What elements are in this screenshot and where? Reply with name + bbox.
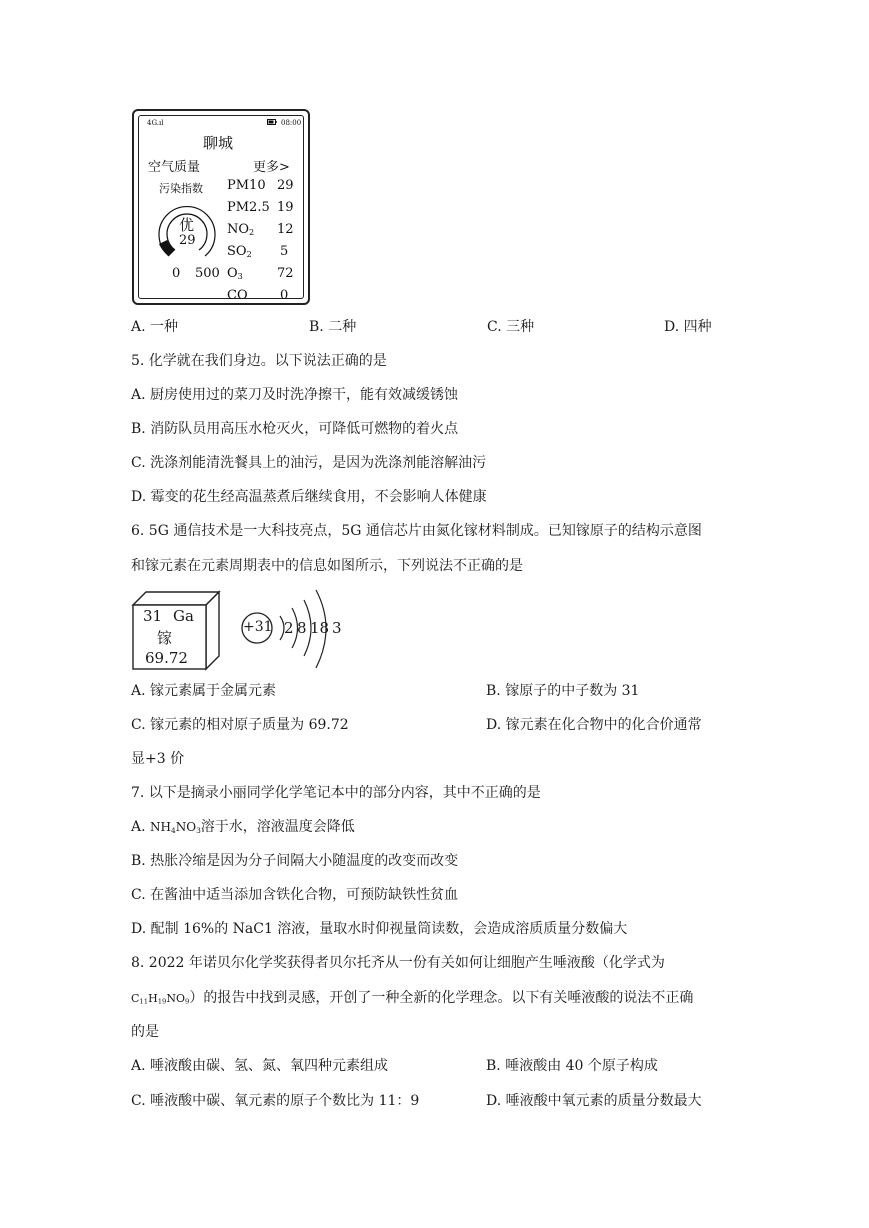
q6-stem-line2: 和镓元素在元素周期表中的信息如图所示，下列说法不正确的是 [131, 558, 523, 574]
city-name: 聊城 [203, 134, 234, 152]
atom-shell-electrons: 3 [332, 619, 342, 637]
q7-stem: 7. 以下是摘录小丽同学化学笔记本中的部分内容，其中不正确的是 [131, 785, 541, 801]
q5-option-a: A. 厨房使用过的菜刀及时洗净擦干，能有效减缓锈蚀 [131, 387, 459, 403]
gauge-max: 500 [195, 266, 220, 281]
q4-option-d: D. 四种 [664, 319, 712, 335]
gauge-value: 29 [179, 233, 196, 248]
q8-stem-line3: 的是 [131, 1024, 159, 1040]
element-symbol: Ga [173, 607, 194, 625]
battery-icon [267, 119, 277, 127]
element-name: 镓 [157, 629, 173, 647]
atom-nucleus-charge: +31 [243, 619, 273, 635]
sialic-acid-formula: $C_{11}H_{19}NO_9$ [131, 992, 190, 1006]
q4-option-c: C. 三种 [487, 319, 535, 335]
pollutant-name: PM2.5 [227, 200, 270, 215]
pollutant-name: CO [227, 288, 248, 303]
atom-shell-electrons: 2 [284, 619, 294, 637]
q4-option-a: A. 一种 [131, 319, 179, 335]
q7-option-b: B. 热胀冷缩是因为分子间隔大小随温度的改变而改变 [131, 853, 459, 869]
air-quality-phone-figure [132, 109, 310, 305]
atom-shell-electrons: 18 [310, 619, 330, 637]
pollutant-value: 0 [280, 288, 289, 303]
q8-stem-line1: 8. 2022 年诺贝尔化学奖获得者贝尔托齐从一份有关如何让细胞产生唾液酸（化学式为 [131, 955, 665, 971]
status-time: 08:00 [281, 119, 302, 127]
pollutant-name: $SO_2$ [227, 244, 252, 259]
more-link: 更多> [253, 160, 290, 175]
q5-option-d: D. 霉变的花生经高温蒸煮后继续食用，不会影响人体健康 [131, 489, 487, 505]
q6-stem-line1: 6. 5G 通信技术是一大科技亮点，5G 通信芯片由氮化镓材料制成。已知镓原子的结构示意图 [131, 523, 702, 539]
air-quality-label: 空气质量 [148, 160, 201, 175]
phone-screen [138, 115, 304, 303]
q7-option-a: A. $NH_4NO_3$溶于水，溶液温度会降低 [131, 819, 355, 835]
pollutant-name: $O_3$ [227, 266, 243, 281]
pollutant-value: 12 [277, 222, 294, 237]
q8-option-d: D. 唾液酸中氧元素的质量分数最大 [486, 1093, 702, 1109]
q6-option-b: B. 镓原子的中子数为 31 [486, 683, 640, 699]
pollutant-value: 5 [280, 244, 289, 259]
signal-indicator: 4G.ıl [147, 119, 164, 127]
pollutant-value: 19 [277, 200, 294, 215]
atom-shell-electrons: 8 [297, 619, 307, 637]
element-atomic-number: 31 [143, 607, 163, 625]
q6-option-d: D. 镓元素在化合物中的化合价通常 [486, 717, 702, 733]
q6-option-d-continued: 显+3 价 [131, 751, 185, 767]
q6-option-c: C. 镓元素的相对原子质量为 69.72 [131, 717, 349, 733]
q5-option-c: C. 洗涤剂能清洗餐具上的油污，是因为洗涤剂能溶解油污 [131, 455, 487, 471]
pollutant-name: $NO_2$ [227, 222, 255, 237]
q4-option-b: B. 二种 [309, 319, 357, 335]
gauge-min: 0 [172, 266, 181, 281]
pollutant-value: 72 [277, 266, 294, 281]
pollutant-value: 29 [277, 178, 294, 193]
q5-stem: 5. 化学就在我们身边。以下说法正确的是 [131, 353, 387, 369]
q8-option-a: A. 唾液酸由碳、氢、氮、氧四种元素组成 [131, 1058, 389, 1074]
q8-stem-line2: $C_{11}H_{19}NO_9$）的报告中找到灵感，开创了一种全新的化学理念。以下有关唾液酸的说法不正确 [131, 990, 694, 1006]
element-mass: 69.72 [145, 649, 188, 667]
pollution-index-label: 污染指数 [159, 182, 203, 195]
gauge-level: 优 [179, 216, 195, 234]
q7-option-d: D. 配制 16%的 NaC1 溶液，量取水时仰视量筒读数，会造成溶质质量分数偏大 [131, 921, 628, 937]
q7-option-c: C. 在酱油中适当添加含铁化合物，可预防缺铁性贫血 [131, 887, 459, 903]
q6-option-a: A. 镓元素属于金属元素 [131, 683, 277, 699]
q8-option-b: B. 唾液酸由 40 个原子构成 [486, 1058, 658, 1074]
q8-option-c: C. 唾液酸中碳、氧元素的原子个数比为 11：9 [131, 1093, 420, 1109]
q5-option-b: B. 消防队员用高压水枪灭火，可降低可燃物的着火点 [131, 421, 459, 437]
pollutant-name: PM10 [227, 178, 266, 193]
